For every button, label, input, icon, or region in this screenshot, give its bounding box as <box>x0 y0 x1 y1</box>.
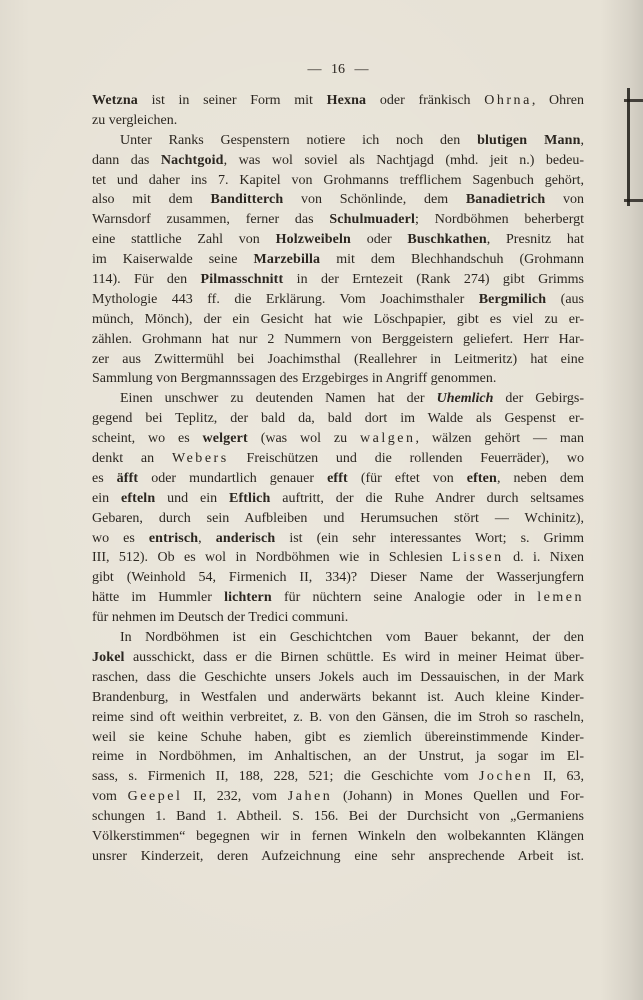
text-line <box>92 668 584 688</box>
text-line <box>92 449 584 469</box>
spaced-term: Geepel <box>127 789 183 805</box>
text-run: , was wol soviel als Nachtjagd (mhd. jeit n.) bedeu- <box>223 152 584 168</box>
bold-term: anderisch <box>215 530 276 546</box>
bold-term: efft <box>327 470 348 486</box>
text-line <box>92 389 584 409</box>
text-run: im Kaiserwalde seine <box>92 252 254 268</box>
text-run: es <box>92 470 117 486</box>
text-run: raschen, dass die Geschichte unsers Jokels auch im Dessauischen, in der Mark <box>92 669 584 685</box>
text-line <box>92 529 584 549</box>
text-run: zu vergleichen. <box>92 112 178 128</box>
bold-term: Banditterch <box>210 192 284 208</box>
text-line <box>92 469 584 489</box>
text-line <box>92 489 584 509</box>
text-run: Einen unschwer zu deutenden Namen hat der <box>120 391 437 407</box>
text-run: , Presnitz hat <box>486 232 584 248</box>
bold-term: Uhemlich <box>436 391 494 407</box>
text-line <box>92 369 584 389</box>
text-line <box>92 847 584 867</box>
bold-term: lichtern <box>224 590 272 606</box>
text-line <box>92 767 584 787</box>
text-run: Unter Ranks Gespenstern notiere ich noch den <box>120 132 478 148</box>
text-run: , neben dem <box>496 470 585 486</box>
text-line <box>92 171 584 191</box>
text-run: 114). Für den <box>92 272 201 288</box>
text-run: Mythologie 443 ff. die Erklärung. Vom Joachimsthaler <box>92 291 479 307</box>
text-run: der Gebirgs- <box>493 391 584 407</box>
text-run: Freischützen und die rollenden Feuerräder), wo <box>228 451 584 467</box>
text-run: (Johann) in Mones Quellen und For- <box>332 789 585 805</box>
text-run: Völkerstimmen“ begegnen wir in fernen Winkeln den wolbekannten Klängen <box>92 828 584 844</box>
text-line <box>92 409 584 429</box>
text-line <box>92 250 584 270</box>
text-run: gegend bei Teplitz, der bald da, bald dort im Walde als Gespenst er- <box>92 411 584 427</box>
text-line <box>92 111 584 131</box>
text-line <box>92 588 584 608</box>
text-line <box>92 91 584 111</box>
text-run: Gebaren, durch sein Aufbleiben und Herumsuchen stört — Wchinitz), <box>92 510 584 526</box>
text-run: wo es <box>92 530 149 546</box>
text-run: und ein <box>155 490 229 506</box>
paragraph <box>92 131 584 390</box>
text-line <box>92 151 584 171</box>
text-run: Sammlung von Bergmannssagen des Erzgebirges in Angriff genommen. <box>92 371 497 387</box>
binding-edge-tick <box>624 199 643 202</box>
bold-term: Buschkathen <box>407 232 487 248</box>
bold-term: blutigen Mann <box>477 132 581 148</box>
text-line <box>92 429 584 449</box>
text-run: , wälzen gehört — man <box>415 431 584 447</box>
text-run: sass, s. Firmenich II, 188, 228, 521; die Geschichte vom <box>92 769 479 785</box>
bold-term: Jokel <box>92 649 125 665</box>
text-run: , <box>580 132 584 148</box>
spaced-term: Jahen <box>287 789 333 805</box>
bold-term: Eftlich <box>228 490 271 506</box>
text-line <box>92 747 584 767</box>
text-run: oder fränkisch <box>366 93 485 108</box>
text-line <box>92 688 584 708</box>
text-run: In Nordböhmen ist ein Geschichtchen vom Bauer bekannt, der den <box>120 630 584 646</box>
text-line <box>92 568 584 588</box>
bold-term: Nachtgoid <box>160 152 224 168</box>
bold-term: äfft <box>116 470 139 486</box>
spaced-term: lemen <box>537 590 584 606</box>
text-run: II, 63, <box>532 769 584 785</box>
text-run: gibt (Weinhold 54, Firmenich II, 334)? Dieser Name der Wasserjungfern <box>92 570 584 586</box>
text-line <box>92 131 584 151</box>
paragraph <box>92 389 584 628</box>
text-run: ; Nordböhmen beherbergt <box>415 212 584 228</box>
text-run: tet und daher ins 7. Kapitel von Grohmanns trefflichem Sagenbuch gehört, <box>92 172 584 188</box>
bold-term: Bergmilich <box>478 291 547 307</box>
text-line <box>92 210 584 230</box>
text-run: zer aus Zwittermühl bei Joachimsthal (Reallehrer in Leitmeritz) hat eine <box>92 351 584 367</box>
text-run: (für eftet von <box>347 470 467 486</box>
text-run: , <box>198 530 216 546</box>
text-run: III, 512). Ob es wol in Nordböhmen wie in Schlesien <box>92 550 452 566</box>
text-run: oder <box>351 232 408 248</box>
text-run: auftritt, der die Ruhe Andrer durch seltsames <box>270 490 584 506</box>
text-run: d. i. Nixen <box>503 550 584 566</box>
text-run: , Ohren <box>531 93 584 108</box>
text-run: oder mundartlich genauer <box>138 470 328 486</box>
spaced-term: Lissen <box>452 550 504 566</box>
bold-term: Banadietrich <box>465 192 546 208</box>
text-run: dann das <box>92 152 161 168</box>
bold-term: Wetzna <box>92 93 138 108</box>
page-text-body <box>92 91 584 867</box>
bold-term: Holzweibeln <box>275 232 351 248</box>
text-line <box>92 787 584 807</box>
text-run: ist (ein sehr interessantes Wort; s. Grimm <box>275 530 584 546</box>
text-run: Brandenburg, in Westfalen und anderwärts bekannt ist. Auch kleine Kinder- <box>92 689 584 705</box>
text-run: ist in seiner Form mit <box>137 93 327 108</box>
text-line <box>92 548 584 568</box>
text-run: scheint, wo es <box>92 431 203 447</box>
text-line <box>92 708 584 728</box>
text-line <box>92 330 584 350</box>
text-run: ausschickt, dass er die Birnen schüttle. Es wird in meiner Heimat über- <box>124 649 584 665</box>
text-run: zählen. Grohmann hat nur 2 Nummern von Berggeistern geliefert. Herr Har- <box>92 331 584 347</box>
text-run: von <box>545 192 584 208</box>
text-run: von Schönlinde, dem <box>283 192 466 208</box>
text-line <box>92 628 584 648</box>
text-run: (was wol zu <box>247 431 360 447</box>
text-run: reime sind oft weithin verbreitet, z. B. von den Gänsen, die im Stroh so rascheln, <box>92 709 584 725</box>
binding-edge-tick <box>624 99 643 102</box>
bold-term: efteln <box>120 490 156 506</box>
text-line <box>92 270 584 290</box>
text-run: Warnsdorf zusammen, ferner das <box>92 212 330 228</box>
bold-term: Marzebilla <box>253 252 321 268</box>
bold-term: eften <box>466 470 497 486</box>
text-run: II, 232, vom <box>182 789 288 805</box>
page-number: — 16 — <box>307 62 369 77</box>
text-run: eine stattliche Zahl von <box>92 232 276 248</box>
text-run: denkt an <box>92 451 172 467</box>
text-line <box>92 509 584 529</box>
text-line <box>92 827 584 847</box>
spaced-term: Ohrna <box>484 93 532 108</box>
text-line <box>92 310 584 330</box>
bold-term: Pilmasschnitt <box>200 272 284 288</box>
paragraph <box>92 628 584 867</box>
text-line <box>92 190 584 210</box>
text-run: vom <box>92 789 128 805</box>
spaced-term: Webers <box>171 451 229 467</box>
text-line <box>92 608 584 628</box>
text-line <box>92 807 584 827</box>
text-run: weil sie keine Schuhe haben, gibt es ziemlich übereinstimmende Kinder- <box>92 729 584 745</box>
text-run: hätte im Hummler <box>92 590 225 606</box>
paragraph <box>92 91 584 131</box>
bold-term: welgert <box>202 431 248 447</box>
spaced-term: walgen <box>359 431 416 447</box>
spaced-term: Jochen <box>478 769 533 785</box>
text-line <box>92 230 584 250</box>
text-run: unsrer Kinderzeit, deren Aufzeichnung eine sehr ansprechende Arbeit ist. <box>92 848 584 864</box>
text-run: reime in Nordböhmen, im Anhaltischen, an der Unstrut, ja sogar im El- <box>92 749 584 765</box>
bold-term: Schulmuaderl <box>329 212 416 228</box>
text-line <box>92 728 584 748</box>
bold-term: Hexna <box>326 93 367 108</box>
text-run: münch, Mönch), der ein Gesicht hat wie Löschpapier, gibt es viel zu er- <box>92 311 584 327</box>
binding-edge-mark <box>627 88 630 206</box>
text-run: ein <box>92 490 121 506</box>
text-line <box>92 290 584 310</box>
text-run: für nehmen im Deutsch der Tredici communi. <box>92 610 349 626</box>
text-run: in der Erntezeit (Rank 274) gibt Grimms <box>283 272 584 288</box>
bold-term: entrisch <box>148 530 199 546</box>
text-run: mit dem Blechhandschuh (Grohmann <box>320 252 585 268</box>
text-line <box>92 350 584 370</box>
text-run: für nüchtern seine Analogie oder in <box>271 590 538 606</box>
text-run: schungen 1. Band 1. Abtheil. S. 156. Bei der Durchsicht von „Germaniens <box>92 809 584 825</box>
text-run: also mit dem <box>92 192 211 208</box>
text-line <box>92 648 584 668</box>
text-run: (aus <box>546 291 584 307</box>
